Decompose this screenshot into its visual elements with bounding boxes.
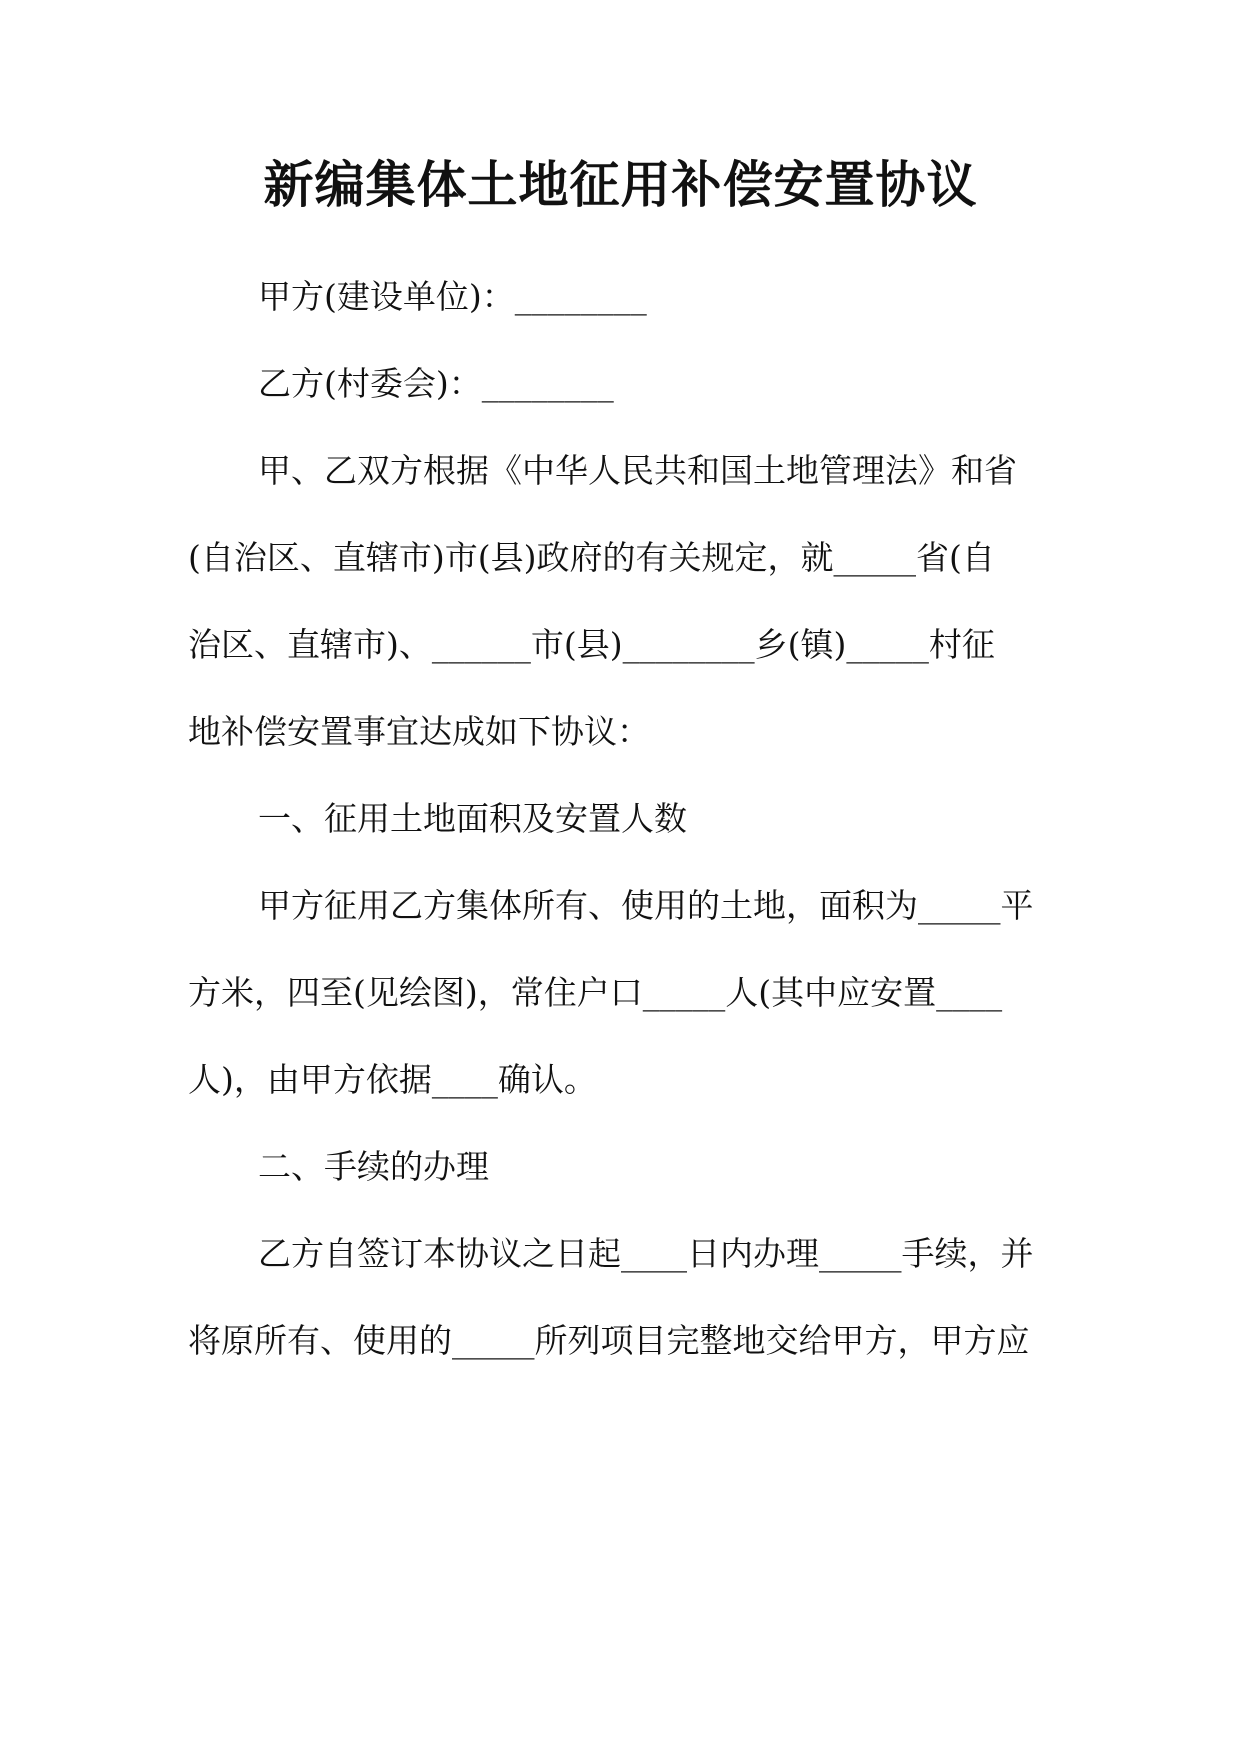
section2-heading: 二、手续的办理: [258, 1147, 489, 1186]
section1-line-2: 方米，四至(见绘图)，常住户口_____人(其中应安置____: [188, 973, 1003, 1012]
party-a-line: 甲方(建设单位)：________: [258, 277, 647, 316]
section2-line-1: 乙方自签订本协议之日起____日内办理_____手续，并: [258, 1234, 1034, 1273]
section1-line-3: 人)，由甲方依据____确认。: [188, 1060, 597, 1099]
section2-line-2: 将原所有、使用的_____所列项目完整地交给甲方，甲方应: [188, 1321, 1030, 1360]
section1-line-1: 甲方征用乙方集体所有、使用的土地，面积为_____平: [258, 886, 1034, 925]
intro-line-1: 甲、乙双方根据《中华人民共和国土地管理法》和省: [258, 451, 1017, 490]
document-title: 新编集体土地征用补偿安置协议: [263, 156, 978, 214]
party-b-line: 乙方(村委会)：________: [258, 364, 614, 403]
intro-line-3: 治区、直辖市)、______市(县)________乡(镇)_____村征: [188, 625, 995, 664]
intro-line-4: 地补偿安置事宜达成如下协议：: [188, 712, 650, 751]
section1-heading: 一、征用土地面积及安置人数: [258, 799, 687, 838]
intro-line-2: (自治区、直辖市)市(县)政府的有关规定，就_____省(自: [188, 538, 995, 577]
